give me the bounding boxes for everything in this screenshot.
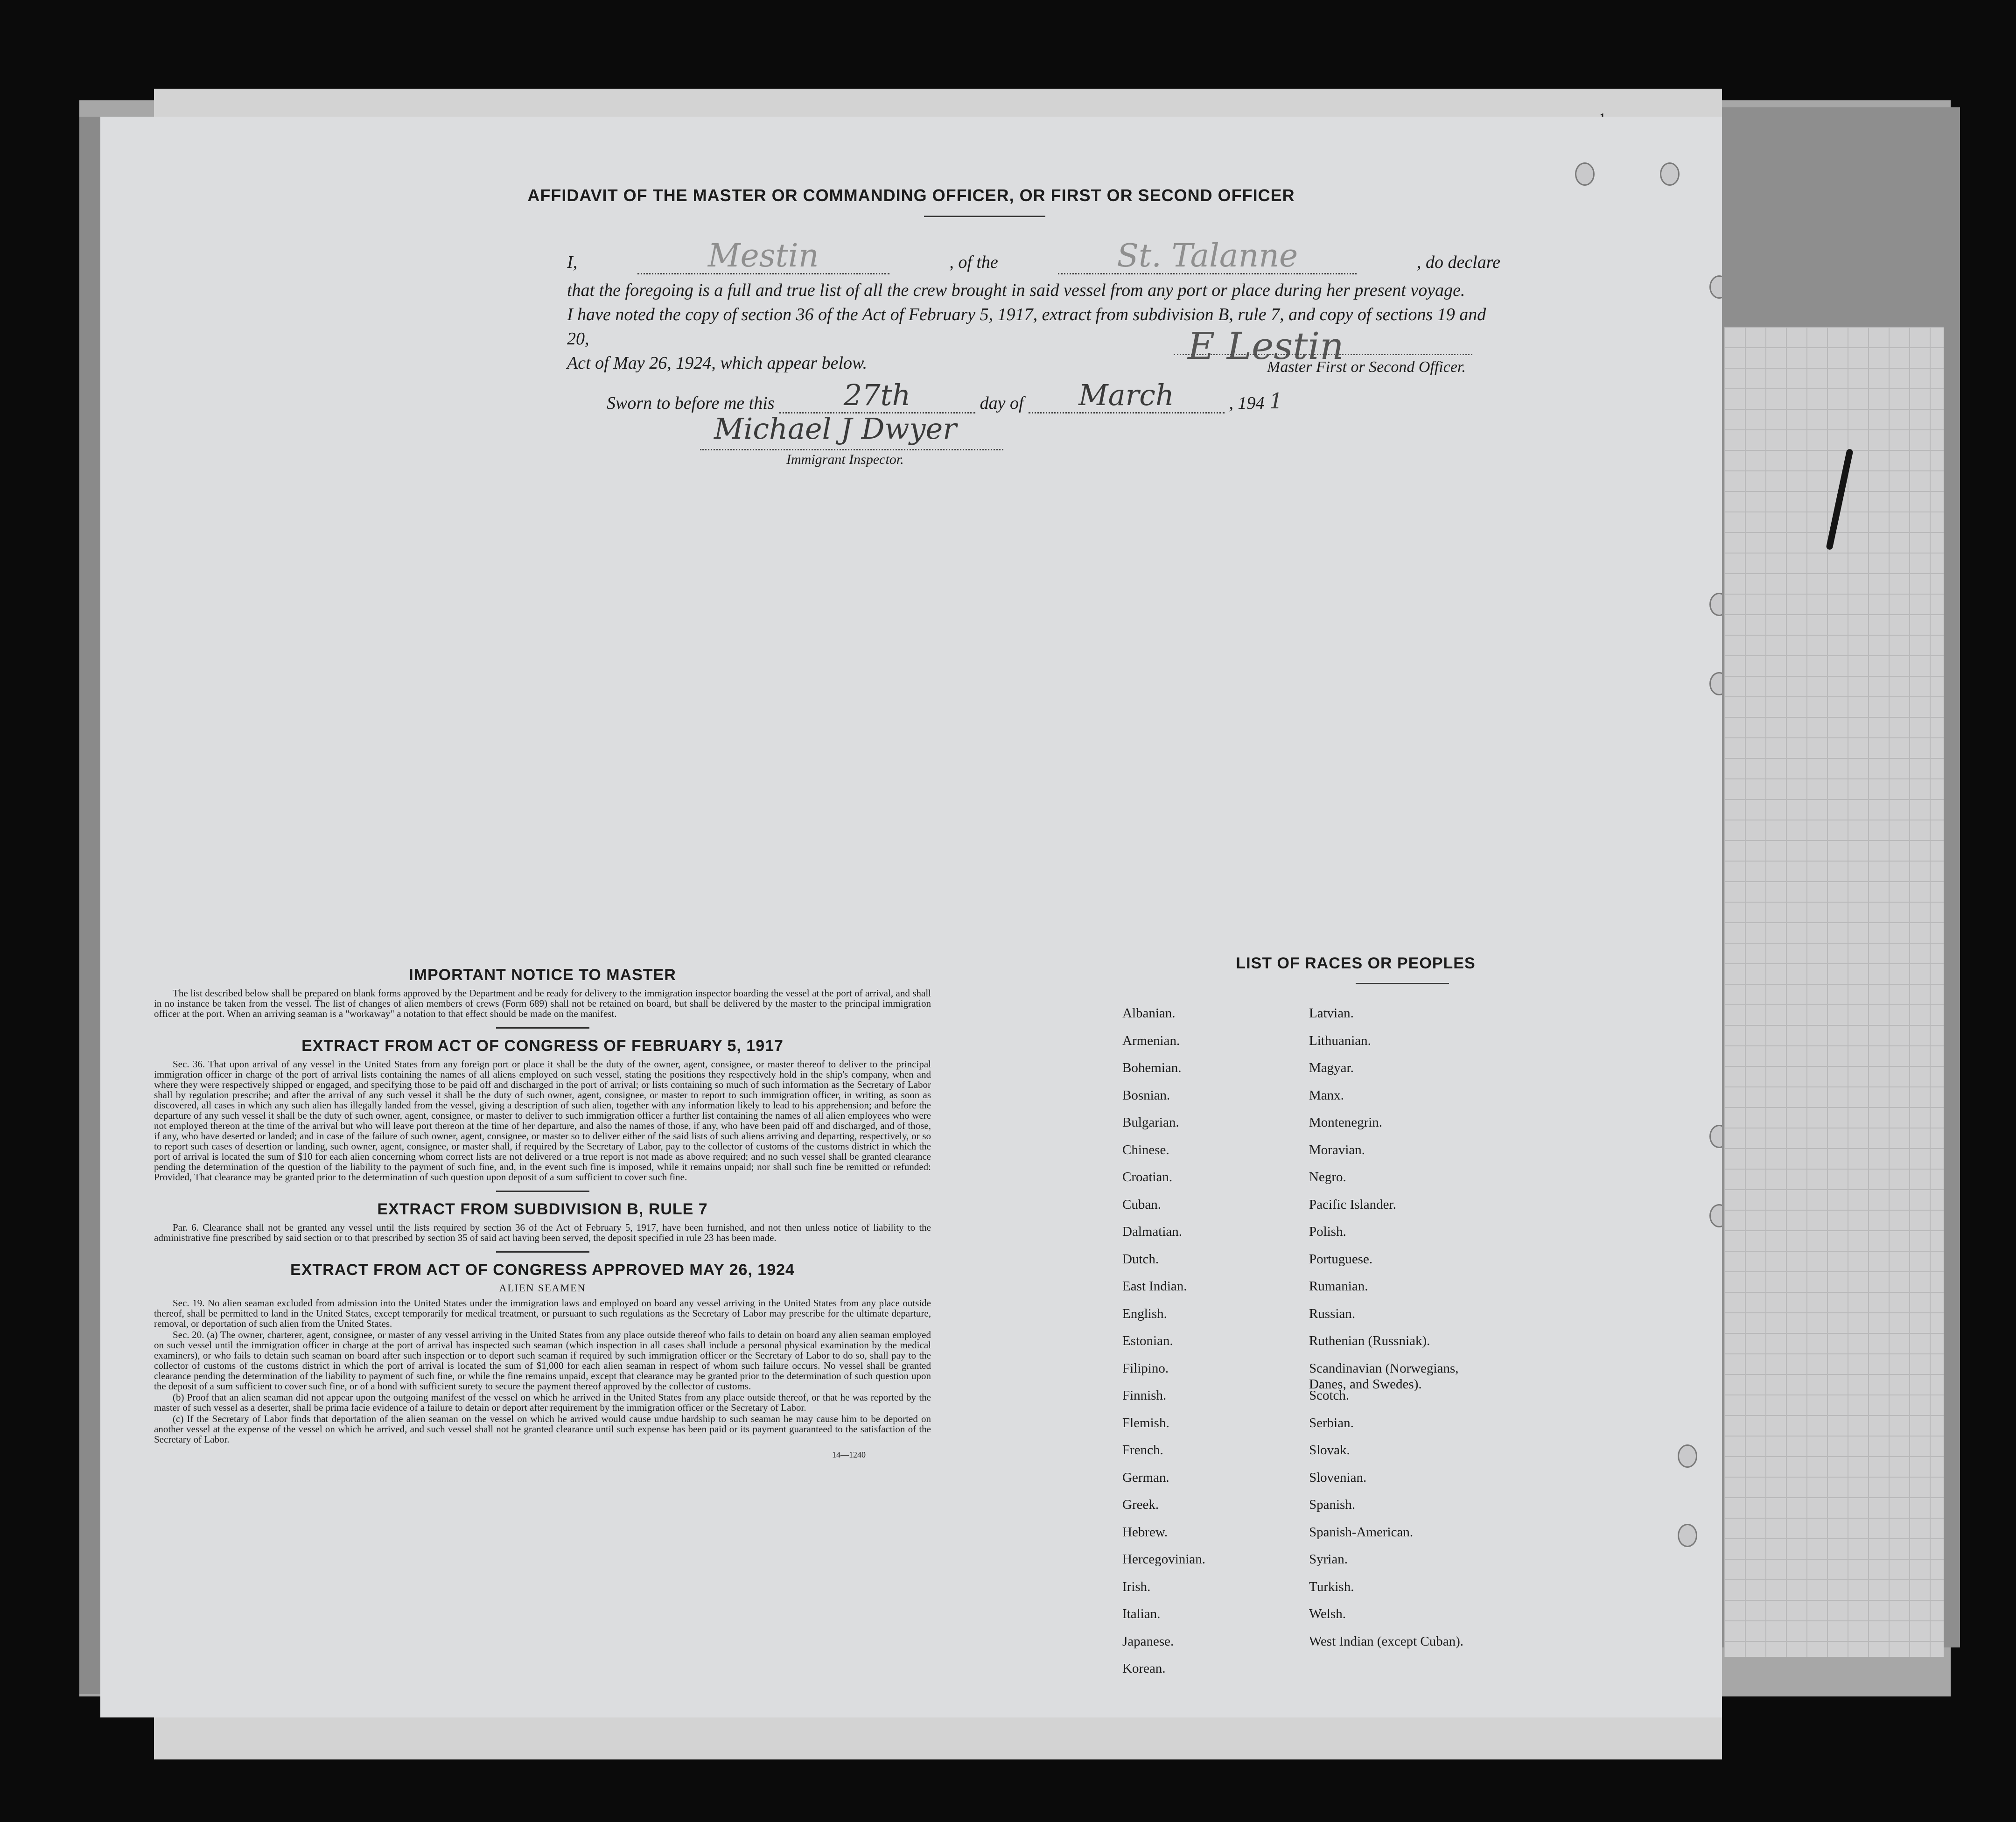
document-page [100, 117, 1722, 1717]
race-item: Croatian. [1122, 1170, 1173, 1184]
declaration-line-2: that the foregoing is a full and true list of all the crew brought in said vessel from any port or place during her present voyage. [567, 280, 1465, 300]
race-item: East Indian. [1122, 1279, 1187, 1294]
race-item: Bohemian. [1122, 1060, 1182, 1075]
race-item: Montenegrin. [1309, 1115, 1383, 1130]
race-item: Negro. [1309, 1170, 1346, 1184]
race-item: West Indian (except Cuban). [1309, 1634, 1464, 1649]
race-item: Pacific Islander. [1309, 1197, 1396, 1212]
race-item: Ruthenian (Russniak). [1309, 1333, 1430, 1348]
race-item: Hebrew. [1122, 1525, 1168, 1540]
master-signature-line [1174, 354, 1472, 355]
sworn-month: March [1078, 378, 1174, 412]
declaration-line-3: I have noted the copy of section 36 of the Act of February 5, 1917, extract from subdivision B, rule 7, and copy of sections 19 and 20, [567, 305, 1486, 349]
race-item: Slovak. [1309, 1443, 1350, 1458]
rule-7-title: EXTRACT FROM SUBDIVISION B, RULE 7 [377, 1200, 708, 1218]
affidavit-title: AFFIDAVIT OF THE MASTER OR COMMANDING OFFICER, OR FIRST OR SECOND OFFICER [527, 186, 1295, 205]
left-binding-edge [79, 117, 100, 1694]
sworn-line [607, 378, 1283, 413]
race-item: Filipino. [1122, 1361, 1169, 1376]
master-caption: Master First or Second Officer. [1267, 358, 1466, 376]
inspector-caption: Immigrant Inspector. [786, 452, 904, 467]
inspector-signature: Michael J Dwyer [714, 412, 957, 446]
race-item: Latvian. [1309, 1006, 1354, 1021]
race-item: Irish. [1122, 1579, 1151, 1594]
race-item: Scandinavian (Norwegians, [1309, 1361, 1459, 1376]
race-item: Japanese. [1122, 1634, 1174, 1649]
act-1924-title: EXTRACT FROM ACT OF CONGRESS APPROVED MAY 26, 1924 [290, 1261, 795, 1279]
day-of-label: day of [980, 393, 1024, 413]
rule-7-text: Par. 6. Clearance shall not be granted any vessel until the lists required by section 36 of the Act of February 5, 1917, have been furnished, and not then unless notice of liability to the administrative fine prescribed by said section or to that prescribed by section 35 of said act having been served, the deposit specified in rule 23 has been made. [154, 1222, 931, 1243]
race-item: Russian. [1309, 1306, 1356, 1321]
race-item: German. [1122, 1470, 1169, 1485]
sec-20a-text: Sec. 20. (a) The owner, charterer, agent, consignee, or master of any vessel arriving in the United States from any place outside thereof who fails to detain on board any alien seaman employed on such vessel until the immigration officer in charge at the port of arrival has inspected such seaman (which inspection in all cases shall include a personal physical examination by the medical examiners), or who fails to detain such seaman on board after such inspection or to deport such seaman if required by such immigration officer or the Secretary of Labor to do so, shall pay to the collector of customs of the customs district in which the port of arrival is located the sum of $1,000 for each alien seaman in respect of whom such failure occurs. No vessel shall be granted clearance pending the determination of the liability to payment of such fine, or while the fine remains unpaid, except that clearance may be granted prior to the determination of such question upon the deposit of a sum sufficient to cover such fine, or of a bond with sufficient surety to secure the payment thereof approved by the collector of customs. [154, 1329, 931, 1392]
section-divider [496, 1191, 589, 1192]
binder-hole [1709, 1125, 1722, 1148]
race-item: Magyar. [1309, 1060, 1354, 1075]
binder-hole [1709, 275, 1722, 299]
sec-19-text: Sec. 19. No alien seaman excluded from admission into the United States under the immigration laws and employed on board any vessel arriving in the United States from any place outside thereof, shall be permitted to land in the United States, except temporarily for medical treatment, or pursuant to such regulations as the Secretary of Labor may prescribe for the ultimate departure, removal, or deportation of such alien from the United States. [154, 1297, 931, 1329]
race-item: Spanish. [1309, 1497, 1356, 1512]
sec-20b-text: (b) Proof that an alien seaman did not appear upon the outgoing manifest of the vessel on which he arrived in the United States from any place outside thereof, or that he was reported by the master of such vessel as a deserter, shall be prima facie evidence of a failure to detain or deport after requirement by the immigration officer or the Secretary of Labor. [154, 1392, 931, 1413]
declaration-block [567, 238, 1500, 375]
race-item: Finnish. [1122, 1388, 1167, 1403]
vessel-name: St. Talanne [1117, 238, 1298, 274]
race-item: Bulgarian. [1122, 1115, 1179, 1130]
race-item: Greek. [1122, 1497, 1159, 1512]
race-item: Korean. [1122, 1661, 1166, 1676]
race-item: English. [1122, 1306, 1167, 1321]
binder-hole [1709, 672, 1722, 695]
race-item: Hercegovinian. [1122, 1552, 1205, 1567]
race-item: Moravian. [1309, 1142, 1365, 1157]
sworn-day: 27th [843, 378, 911, 412]
section-divider [496, 1027, 589, 1029]
race-item: Syrian. [1309, 1552, 1348, 1567]
race-item: Bosnian. [1122, 1088, 1170, 1103]
sworn-label: Sworn to before me this [607, 393, 775, 413]
do-declare-label: , do declare [1416, 252, 1500, 272]
race-item: Flemish. [1122, 1416, 1169, 1430]
race-item: Rumanian. [1309, 1279, 1368, 1294]
binder-hole [1678, 1524, 1697, 1547]
section-divider [496, 1251, 589, 1253]
binder-hole [1709, 593, 1722, 616]
year-suffix: 1 [1269, 388, 1283, 413]
master-signature: E Lestin [1188, 324, 1344, 368]
races-list [1122, 954, 1496, 1676]
race-item: Slovenian. [1309, 1470, 1367, 1485]
declaration-line-4: Act of May 26, 1924, which appear below. [567, 353, 868, 373]
race-item: Armenian. [1122, 1033, 1180, 1048]
binder-hole [1709, 1204, 1722, 1227]
binder-hole [1660, 162, 1680, 186]
race-item: Serbian. [1309, 1416, 1354, 1430]
sec-20c-text: (c) If the Secretary of Labor finds that deportation of the alien seaman on the vessel on which he arrived would cause undue hardship to such seaman he may cause him to be deported on another vessel at the expense of the vessel on which he arrived, and such vessel shall not be granted clearance until such expense has been paid or its payment guaranteed to the satisfaction of the Secretary of Labor. [154, 1413, 931, 1445]
title-rule [924, 216, 1045, 217]
year-prefix: , 194 [1229, 393, 1265, 413]
races-divider [1356, 983, 1449, 984]
race-item: Manx. [1309, 1088, 1344, 1103]
race-item: Chinese. [1122, 1142, 1169, 1157]
race-item: Estonian. [1122, 1333, 1173, 1348]
race-item: Turkish. [1309, 1579, 1354, 1594]
race-item: Dalmatian. [1122, 1224, 1183, 1239]
race-item: Albanian. [1122, 1006, 1176, 1021]
race-item: Scotch. [1309, 1388, 1350, 1403]
officer-name: Mestin [707, 238, 819, 274]
race-item: Polish. [1309, 1224, 1346, 1239]
binder-hole [1575, 162, 1595, 186]
race-item: Portuguese. [1309, 1252, 1373, 1267]
race-item: Dutch. [1122, 1252, 1159, 1267]
race-item: Welsh. [1309, 1606, 1346, 1621]
race-item: Cuban. [1122, 1197, 1161, 1212]
race-item: Spanish-American. [1309, 1525, 1414, 1540]
inspector-signature-line [700, 412, 1003, 450]
act-1917-title: EXTRACT FROM ACT OF CONGRESS OF FEBRUARY 5, 1917 [301, 1037, 784, 1055]
race-item: Italian. [1122, 1606, 1161, 1621]
alien-seamen-subtitle: ALIEN SEAMEN [499, 1282, 586, 1294]
race-item: Danes, and Swedes). [1309, 1377, 1422, 1392]
of-the-label: , of the [949, 252, 998, 272]
notice-column [154, 966, 931, 1460]
race-item: French. [1122, 1443, 1163, 1458]
notice-text: The list described below shall be prepared on blank forms approved by the Department and be ready for delivery to the immigration inspector boarding the vessel at the port of arrival, and shall in no instance be taken from the vessel. The list of changes of alien members of crews (Form 689) shall not be retained on board, but shall be delivered by the master to the principal immigration officer at the port. When an arriving seaman is a "workaway" a notation to that effect should be made on the manifest. [154, 988, 931, 1019]
race-item: Lithuanian. [1309, 1033, 1371, 1048]
act-1917-text: Sec. 36. That upon arrival of any vessel in the United States from any foreign port or place it shall be the duty of the owner, agent, consignee, or master thereof to deliver to the principal immigration officer in charge of the port of arrival lists containing the names of all aliens employed on such vessel, stating the positions they respectively hold in the ship's company, when and where they were respectively shipped or engaged, and specifying those to be paid off and discharged in the port of arrival; or lists containing so much of such information as the Secretary of Labor shall by regulation prescribe; and after the arrival of any such vessel it shall be the duty of such owner, agent, consignee, or master to report to such immigration officer, in writing, as soon as discovered, all cases in which any such alien has illegally landed from the vessel, giving a description of such alien, together with any information likely to lead to his apprehension; and before the departure of any such vessel it shall be the duty of such owner, agent, consignee, or master to deliver to such immigration officer a further list containing the names of all alien employees who were not employed thereon at the time of the arrival but who will leave port thereon at the time of her departure, and also the names of those, if any, who have been paid off and discharged, and of those, if any, who have deserted or landed; and in case of the failure of such owner, agent, consignee, or master so to deliver either of the said lists of such aliens arriving and departing, respectively, or so to report such cases of desertion or landing, such owner, agent, consignee, or master shall, if required by the Secretary of Labor, pay to the collector of customs of the customs district in which the port of arrival is located the sum of $10 for each alien concerning whom correct lists are not delivered or a true report is not made as above required; and no such vessel shall be granted clearance pending the determination of the question of the liability to the payment of such fine, and, in the event such fine is imposed, while it remains unpaid; nor shall such fine be remitted or refunded: Provided, That clearance may be granted prior to the determination of such question upon deposit of a sum sufficient to cover such fine. [154, 1058, 931, 1183]
races-title: LIST OF RACES OR PEOPLES [1236, 954, 1476, 972]
binder-hole [1678, 1444, 1697, 1468]
form-number: 14—1240 [832, 1450, 866, 1459]
notice-title: IMPORTANT NOTICE TO MASTER [409, 966, 676, 984]
declare-i-label: I, [567, 252, 578, 272]
